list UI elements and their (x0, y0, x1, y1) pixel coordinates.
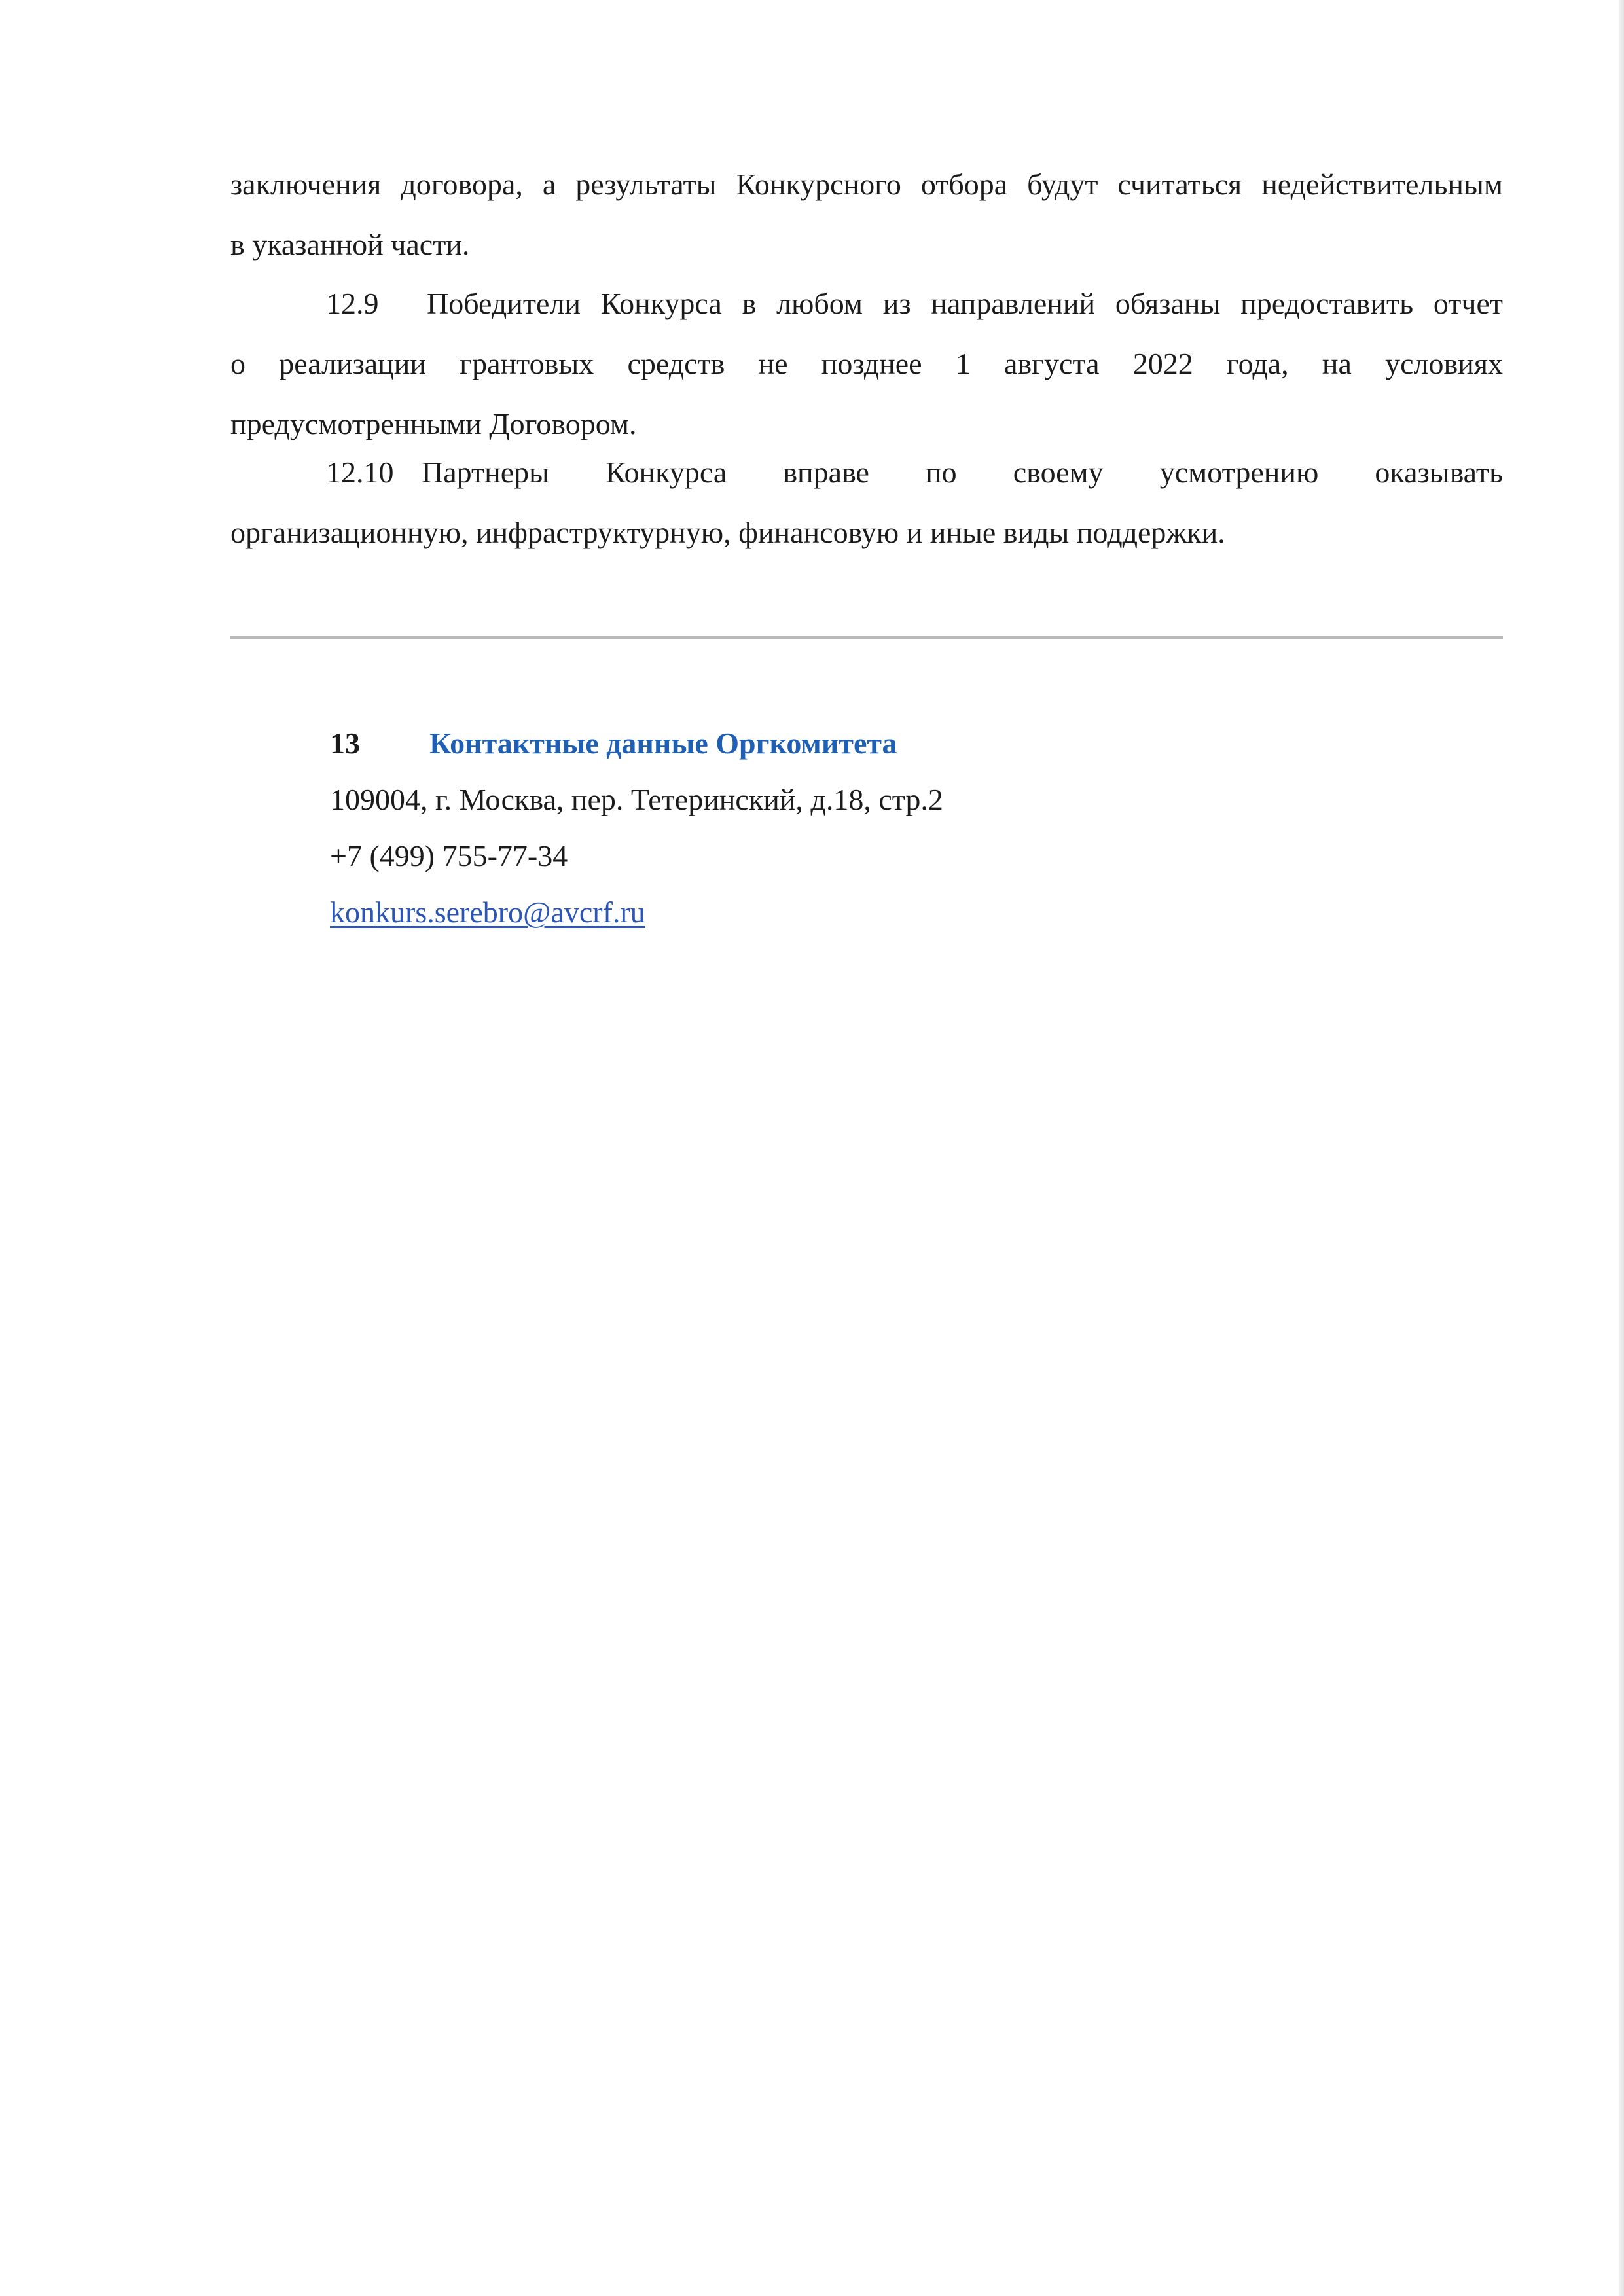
clause-12-10-line-1 (230, 442, 1503, 503)
contact-email-link[interactable]: konkurs.serebro@avcrf.ru (330, 895, 645, 929)
continuation-paragraph (230, 154, 1503, 275)
clause-12-9-line-2: о реализации грантовых средств не позднее 1 августа 2022 года, на условиях (230, 347, 1503, 380)
continuation-line-2: в указанной части. (230, 228, 470, 261)
clause-12-10 (230, 442, 1503, 563)
scan-page-edge (1619, 0, 1624, 2296)
contact-phone: +7 (499) 755-77-34 (330, 839, 568, 872)
section-13-heading (330, 720, 897, 767)
section-13-number: 13 (330, 726, 360, 760)
clause-12-10-line-2: организационную, инфраструктурную, финансовую и иные виды поддержки. (230, 516, 1225, 549)
clause-12-10-number: 12.10 (326, 456, 394, 489)
clause-12-9-line-1 (230, 274, 1503, 334)
clause-12-9 (230, 274, 1503, 454)
clause-12-10-text-1: Партнеры Конкурса вправе по своему усмотрению оказывать (422, 456, 1503, 489)
clause-12-9-number: 12.9 (326, 287, 379, 320)
clause-12-9-text-1: Победители Конкурса в любом из направлений обязаны предоставить отчет (427, 287, 1503, 320)
continuation-line-1: заключения договора, а результаты Конкурсного отбора будут считаться недействительным (230, 168, 1503, 201)
contact-address: 109004, г. Москва, пер. Тетеринский, д.18, стр.2 (330, 783, 943, 816)
section-13-title: Контактные данные Оргкомитета (429, 726, 897, 760)
clause-12-9-line-3: предусмотренными Договором. (230, 407, 637, 440)
horizontal-divider (230, 636, 1503, 639)
